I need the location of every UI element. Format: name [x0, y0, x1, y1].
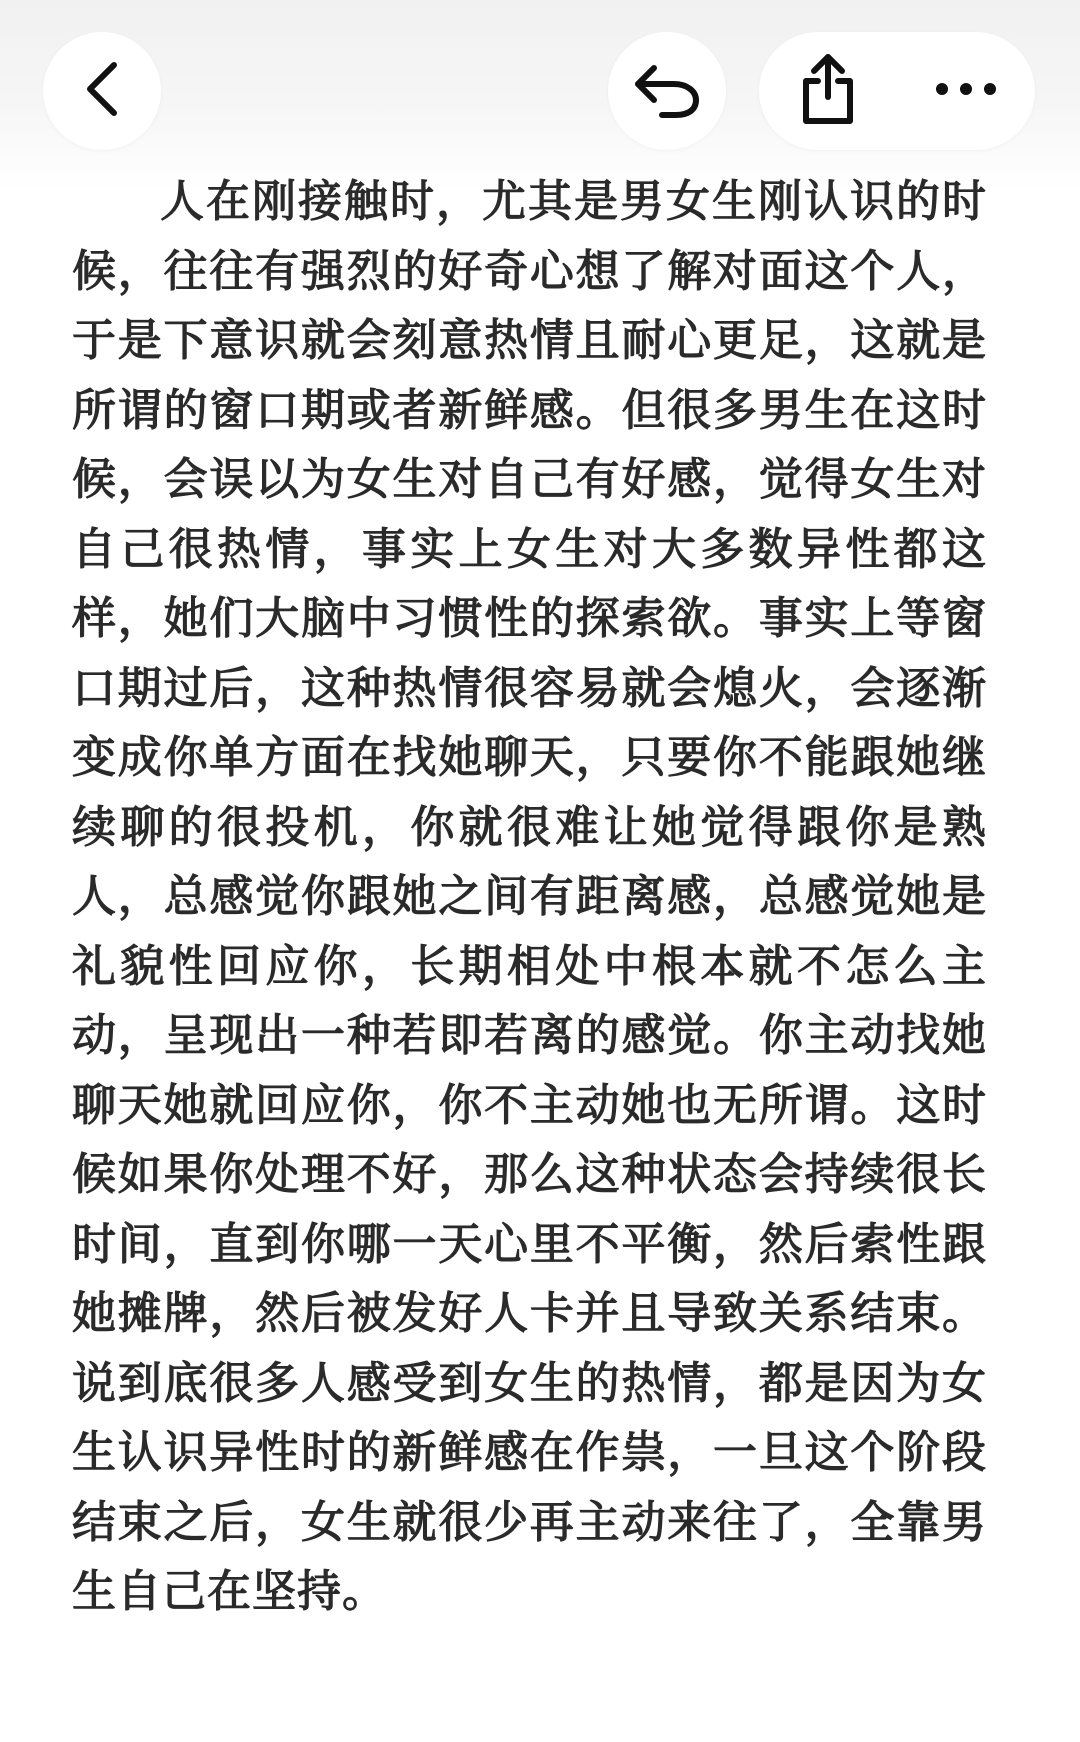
share-button[interactable]	[759, 32, 897, 150]
share-icon	[796, 51, 860, 131]
chevron-left-icon	[82, 59, 122, 123]
undo-button[interactable]	[608, 32, 726, 150]
more-button[interactable]	[897, 32, 1035, 150]
action-pill	[759, 32, 1035, 150]
back-button[interactable]	[43, 32, 161, 150]
article-body-text: 人在刚接触时，尤其是男女生刚认识的时候，往往有强烈的好奇心想了解对面这个人，于是下意识就会刻意热情且耐心更足，这就是所谓的窗口期或者新鲜感。但很多男生在这时候，会误以为女生对自己有好感，觉得女生对自己很热情，事实上女生对大多数异性都这样，她们大脑中习惯性的探索欲。事实上等窗口期过后，这种热情很容易就会熄火，会逐渐变成你单方面在找她聊天，只要你不能跟她继续聊的很投机，你就很难让她觉得跟你是熟人，总感觉你跟她之间有距离感，总感觉她是礼貌性回应你，长期相处中根本就不怎么主动，呈现出一种若即若离的感觉。你主动找她聊天她就回应你，你不主动她也无所谓。这时候如果你处理不好，那么这种状态会持续很长时间，直到你哪一天心里不平衡，然后索性跟她摊牌，然后被发好人卡并且导致关系结束。说到底很多人感受到女生的热情，都是因为女生认识异性时的新鲜感在作祟，一旦这个阶段结束之后，女生就很少再主动来往了，全靠男生自己在坚持。	[72, 176, 987, 1617]
more-horizontal-icon	[934, 81, 998, 101]
undo-arrow-icon	[632, 58, 702, 124]
